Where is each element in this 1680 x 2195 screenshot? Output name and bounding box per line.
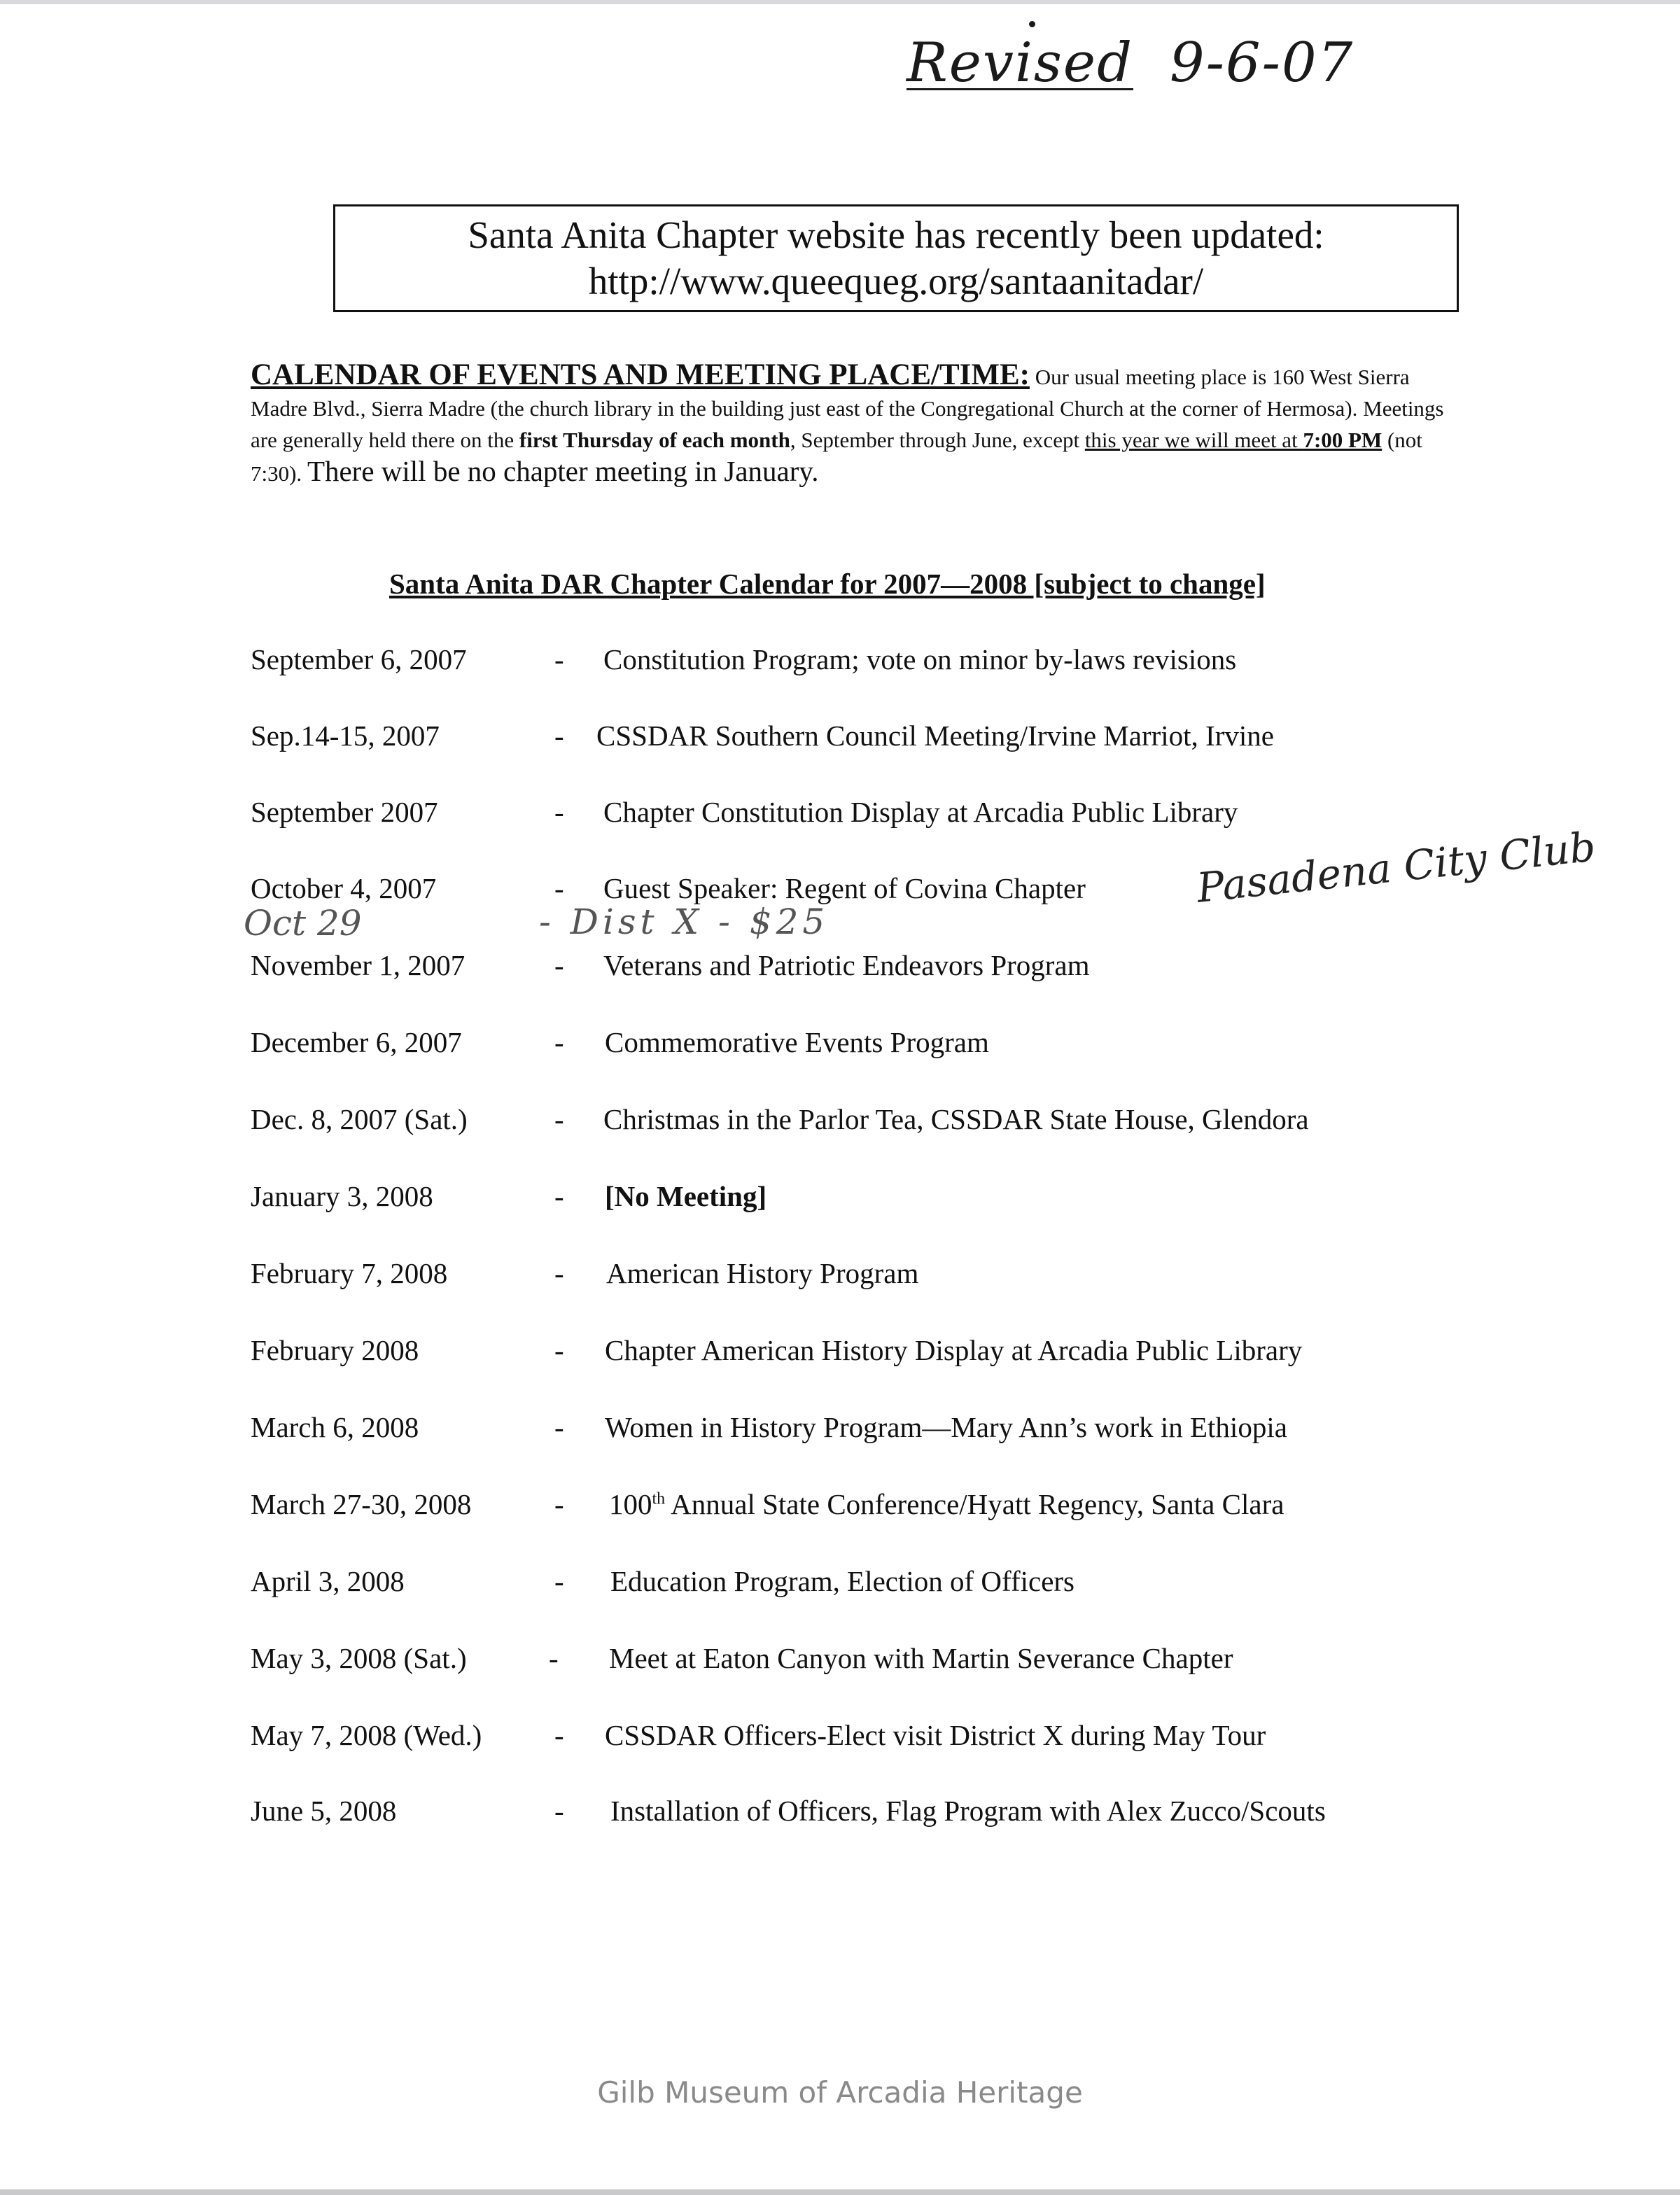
event-row [0,1333,1680,1378]
event-dash: - [554,1180,564,1212]
event-description: Commemorative Events Program [605,1026,989,1058]
calendar-heading: CALENDAR OF EVENTS AND MEETING PLACE/TIME: [251,358,1030,391]
revision-word: Revised [906,31,1134,94]
event-row [0,1102,1680,1147]
event-description: Meet at Eaton Canyon with Martin Severance Chapter [609,1642,1233,1674]
event-dash: - [549,1642,559,1674]
event-dash: - [554,1565,564,1597]
event-description-rest: Annual State Conference/Hyatt Regency, Santa Clara [665,1488,1284,1520]
event-dash: - [554,872,564,904]
event-date: February 7, 2008 [251,1257,448,1289]
event-dash: - [554,949,564,981]
event-date: September 6, 2007 [251,643,467,675]
event-row [0,1641,1680,1686]
event-dash: - [554,643,564,675]
event-date: Dec. 8, 2007 (Sat.) [251,1103,468,1135]
intro-underlined-text: this year we will meet at [1084,428,1303,452]
revision-date: 9-6-07 [1170,31,1354,94]
event-dash: - [554,1411,564,1443]
intro-bold-schedule: first Thursday of each month [519,428,790,452]
event-date: March 6, 2008 [251,1411,419,1443]
event-row [0,1794,1680,1839]
calendar-title: Santa Anita DAR Chapter Calendar for 2007—2008 [subject to change] [389,568,1266,600]
event-description: CSSDAR Southern Council Meeting/Irvine Marriot, Irvine [596,720,1274,752]
event-date: September 2007 [251,796,438,828]
event-description: [No Meeting] [605,1180,767,1212]
event-description: Chapter American History Display at Arcadia Public Library [605,1334,1303,1366]
handwritten-district-note: - Dist X - $25 [539,902,830,942]
event-row [0,719,1680,764]
event-date: December 6, 2007 [251,1026,462,1058]
event-description: Christmas in the Parlor Tea, CSSDAR State House, Glendora [603,1103,1309,1135]
event-date: April 3, 2008 [251,1565,405,1597]
website-url: http://www.queequeg.org/santaanitadar/ [588,260,1204,302]
event-description: Guest Speaker: Regent of Covina Chapter [603,872,1086,904]
event-description [609,1487,1284,1521]
event-row [0,1256,1680,1301]
event-dash: - [554,1257,564,1289]
museum-watermark: Gilb Museum of Arcadia Heritage [597,2075,1083,2110]
event-row [0,1487,1680,1532]
intro-text-2: , September through June, except [790,428,1085,452]
event-description: Constitution Program; vote on minor by-laws revisions [603,643,1237,675]
event-dash: - [554,1795,564,1827]
event-description-ordinal: th [652,1489,666,1508]
intro-no-january-meeting: There will be no chapter meeting in January. [307,455,819,487]
event-description: Women in History Program—Mary Ann’s work in Ethiopia [605,1411,1287,1443]
event-date: March 27-30, 2008 [251,1488,472,1520]
event-date: February 2008 [251,1334,419,1366]
intro-text-3: (not 7:30). [251,428,1422,486]
event-date: January 3, 2008 [251,1180,433,1212]
event-row [0,795,1680,840]
website-announcement-line: Santa Anita Chapter website has recently been updated: [468,213,1324,256]
event-description-number: 100 [609,1488,652,1520]
event-dash: - [554,1719,564,1751]
event-description: Chapter Constitution Display at Arcadia Public Library [603,796,1238,828]
event-dash: - [554,796,564,828]
event-dash: - [554,720,564,752]
event-row [0,1025,1680,1070]
event-date: October 4, 2007 [251,872,437,904]
event-row [0,643,1680,687]
event-date: May 3, 2008 (Sat.) [251,1642,467,1674]
event-description: Installation of Officers, Flag Program with Alex Zucco/Scouts [610,1795,1326,1827]
event-row [0,1410,1680,1455]
event-dash: - [554,1334,564,1366]
event-dash: - [554,1103,564,1135]
event-date: June 5, 2008 [251,1795,397,1827]
event-date: November 1, 2007 [251,949,465,981]
handwritten-location-note: Pasadena City Club [1194,822,1598,912]
event-dash: - [554,1026,564,1058]
event-row [0,1564,1680,1609]
intro-text-1: Our usual meeting place is 160 West Sierra Madre Blvd., Sierra Madre (the church library in the building just east of the Congregational Church at the corner of Hermosa). Meetings are generally held there on the [251,365,1444,452]
event-date: May 7, 2008 (Wed.) [251,1719,482,1751]
event-description: Veterans and Patriotic Endeavors Program [603,949,1090,981]
intro-meeting-time: 7:00 PM [1303,428,1382,452]
event-row [0,948,1680,993]
event-description: American History Program [606,1257,919,1289]
event-date: Sep.14-15, 2007 [251,720,440,752]
event-description: CSSDAR Officers-Elect visit District X during May Tour [605,1719,1266,1751]
event-row [0,1718,1680,1763]
handwritten-oct-date: Oct 29 [244,903,362,944]
bottom-scan-edge [0,2189,1680,2195]
event-row [0,1179,1680,1224]
event-dash: - [554,1488,564,1520]
event-description: Education Program, Election of Officers [610,1565,1075,1597]
